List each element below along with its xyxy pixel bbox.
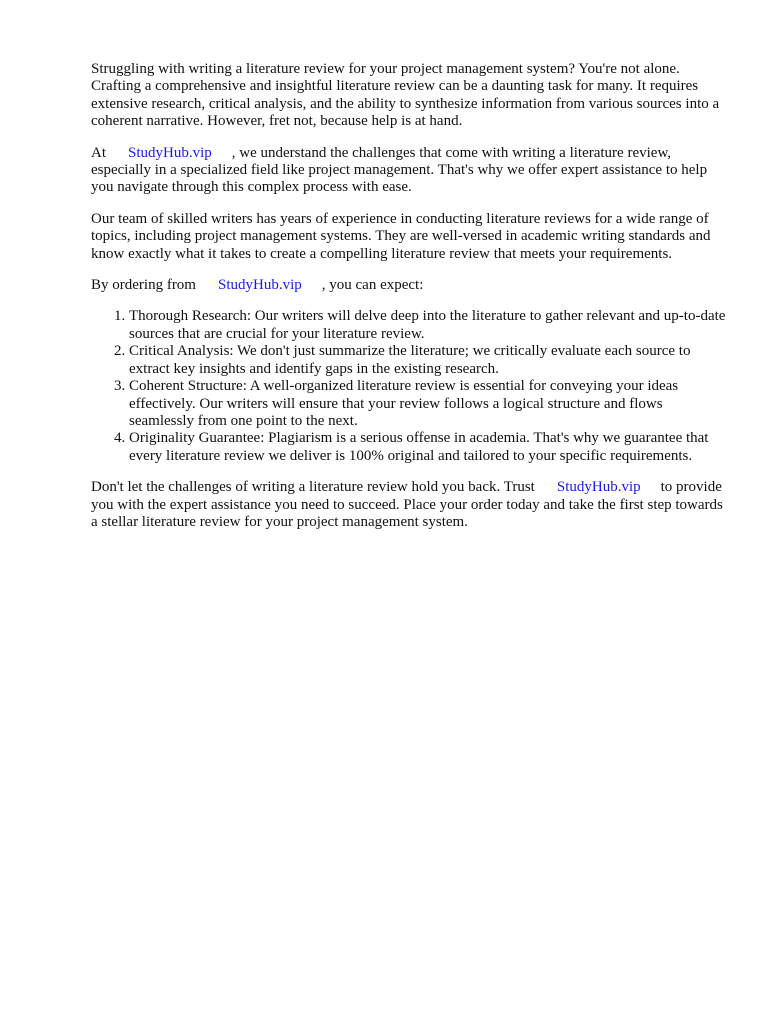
studyhub-link[interactable]: StudyHub.vip	[128, 144, 212, 161]
list-item: 4. Originality Guarantee: Plagiarism is a serious offense in academia. That's why we guarantee that every literature review we deliver is 100% original and tailored to your specific requirements.	[129, 430, 731, 465]
team-paragraph: Our team of skilled writers has years of experience in conducting literature reviews for a wide range of topics, including project management systems. They are well-versed in academic writing standards and know exactly what it takes to create a compelling literature review that meets your requirements.	[91, 210, 711, 262]
studyhub-link[interactable]: StudyHub.vip	[556, 479, 641, 496]
benefits-list	[91, 308, 731, 465]
studyhub-link[interactable]: StudyHub.vip	[217, 277, 302, 294]
ordering-text-after: , you can expect:	[321, 277, 424, 294]
closing-text-after: to provide you with the expert assistance you need to succeed. Place your order today and take the first step towards a stellar literature review for your project management system.	[91, 479, 723, 530]
list-item: 2. Critical Analysis: We don't just summarize the literature; we critically evaluate each source to extract key insights and identify gaps in the existing research.	[129, 343, 731, 378]
list-item: 3. Coherent Structure: A well-organized literature review is essential for conveying your ideas effectively. Our writers will ensure that your review follows a logical structure and flows seamlessly from one point to the next.	[129, 378, 731, 430]
about-text-before: At	[91, 144, 106, 161]
ordering-text-before: By ordering from	[91, 277, 196, 294]
closing-paragraph	[91, 479, 731, 531]
closing-text-before: Don't let the challenges of writing a literature review hold you back. Trust	[91, 479, 535, 496]
about-paragraph	[91, 145, 731, 197]
list-item: 1. Thorough Research: Our writers will delve deep into the literature to gather relevant and up-to-date sources that are crucial for your literature review.	[129, 308, 731, 343]
document-body	[91, 61, 731, 545]
about-text-after: , we understand the challenges that come with writing a literature review, especially in a specialized field like project management. That's why we offer expert assistance to help you navigate through this complex process with ease.	[91, 144, 708, 196]
intro-paragraph: Struggling with writing a literature review for your project management system? You're not alone. Crafting a comprehensive and insightful literature review can be a daunting task for many. It requires extensive research, critical analysis, and the ability to synthesize information from various sources into a coherent narrative. However, fret not, because help is at hand.	[91, 61, 720, 130]
ordering-paragraph	[91, 277, 731, 294]
